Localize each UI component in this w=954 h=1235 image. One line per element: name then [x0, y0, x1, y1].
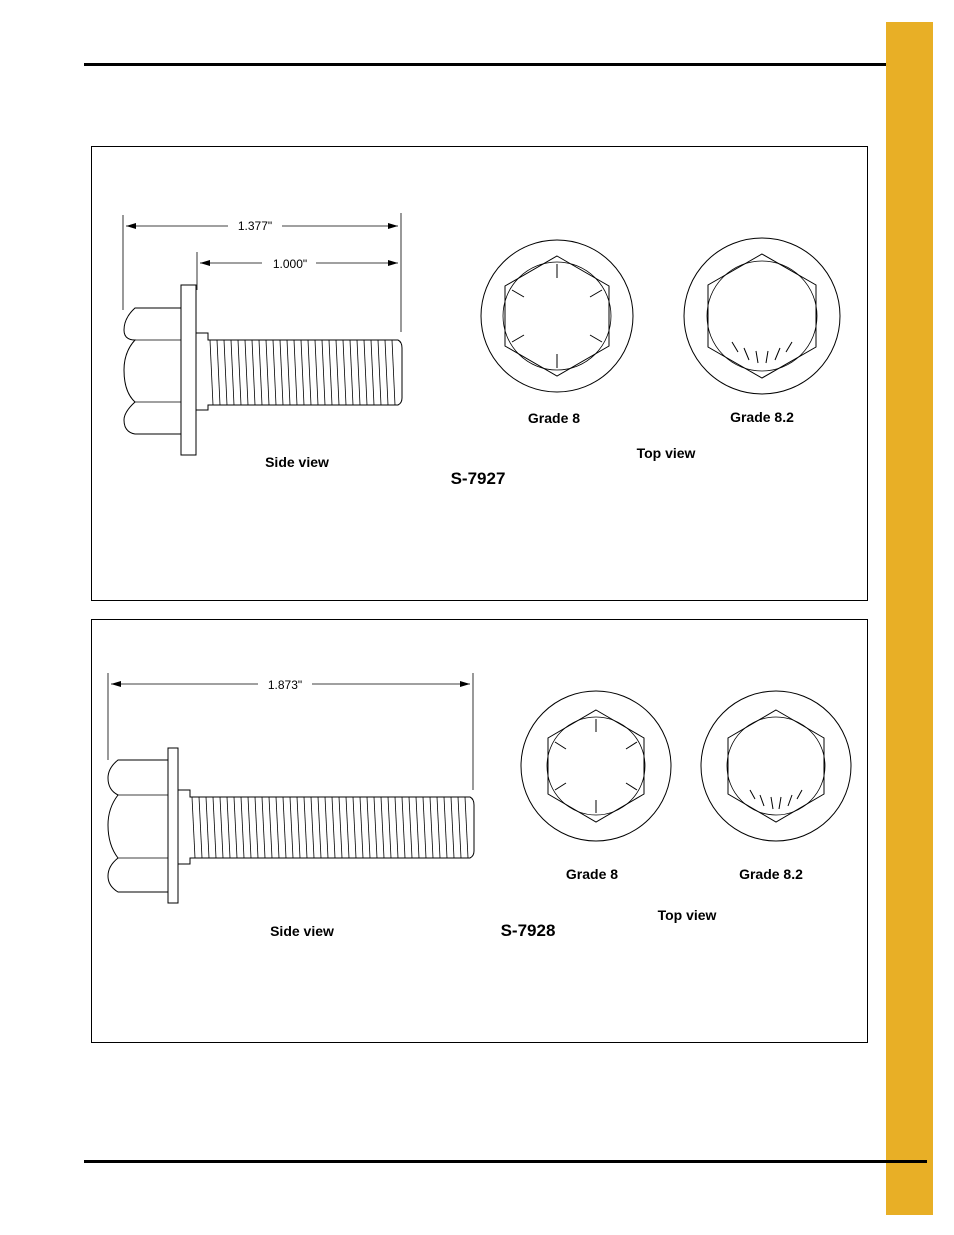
dim-overall-label: 1.873"	[267, 678, 303, 692]
grade8-top-view	[521, 691, 671, 841]
thread-line	[423, 797, 426, 858]
thread-line	[227, 797, 230, 858]
part-number-label: S-7928	[500, 921, 556, 940]
thread-line	[444, 797, 447, 858]
thread-line	[192, 797, 195, 858]
dimension-overall	[108, 673, 473, 790]
thread-line	[437, 797, 440, 858]
thread-line	[241, 797, 244, 858]
thread-line	[409, 797, 412, 858]
thread-line	[451, 797, 454, 858]
thread-line	[283, 797, 286, 858]
thread-line	[318, 797, 321, 858]
thread-line	[255, 797, 258, 858]
thread-line	[465, 797, 468, 858]
thread-line	[262, 797, 265, 858]
thread-line	[388, 797, 391, 858]
thread-line	[269, 797, 272, 858]
thread-line	[206, 797, 209, 858]
thread-line	[332, 797, 335, 858]
thread-line	[360, 797, 363, 858]
grade82-arc-marks	[750, 790, 802, 809]
thread-line	[304, 797, 307, 858]
thread-line	[199, 797, 202, 858]
thread-line	[353, 797, 356, 858]
thread-line	[325, 797, 328, 858]
thread-line	[311, 797, 314, 858]
thread-line	[374, 797, 377, 858]
bolt-side-view	[108, 748, 474, 903]
thread-line	[346, 797, 349, 858]
thread-line	[367, 797, 370, 858]
dim-thread-label: 1.000"	[272, 257, 308, 271]
side-view-label: Side view	[270, 923, 334, 939]
top-view-label: Top view	[657, 907, 717, 923]
thread-line	[339, 797, 342, 858]
grade82-top-view	[701, 691, 851, 841]
thread-line	[297, 797, 300, 858]
part-number-label: S-7927	[450, 469, 506, 488]
thread-line	[395, 797, 398, 858]
dim-overall-label: 1.377"	[237, 219, 273, 233]
top-view-label: Top view	[636, 445, 696, 461]
side-view-label: Side view	[265, 454, 329, 470]
thread-line	[381, 797, 384, 858]
thread-line	[430, 797, 433, 858]
thread-line	[402, 797, 405, 858]
grade8-label: Grade 8	[565, 866, 619, 882]
grade8-label: Grade 8	[527, 410, 581, 426]
thread-line	[234, 797, 237, 858]
grade82-label: Grade 8.2	[730, 409, 794, 425]
grade8-radial-marks	[555, 719, 637, 813]
grade82-label: Grade 8.2	[739, 866, 803, 882]
thread-line	[458, 797, 461, 858]
thread-line	[248, 797, 251, 858]
thread-line	[276, 797, 279, 858]
thread-line	[416, 797, 419, 858]
thread-line	[290, 797, 293, 858]
thread-lines	[192, 797, 468, 858]
thread-line	[220, 797, 223, 858]
thread-line	[213, 797, 216, 858]
